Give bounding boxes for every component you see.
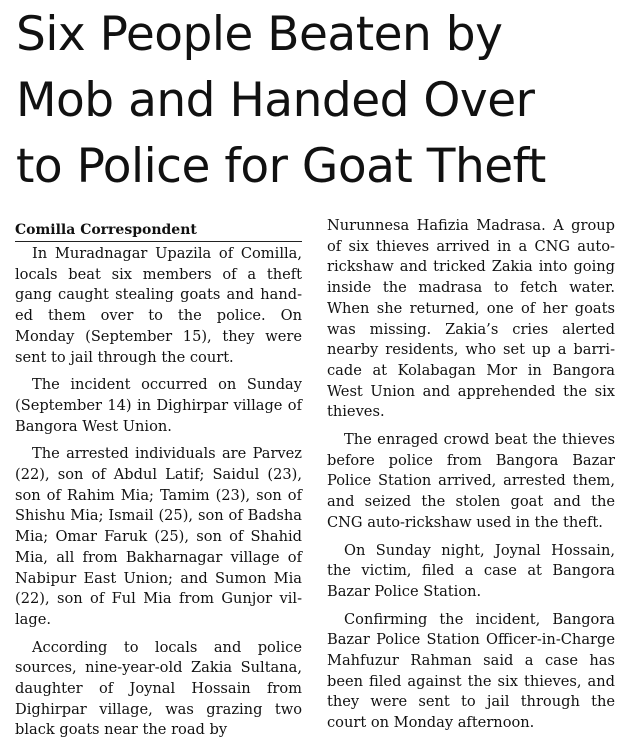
- byline: Comilla Correspondent: [15, 220, 302, 242]
- article-column-left: [15, 220, 302, 748]
- paragraph-continuation: Nurunnesa Hafizia Madrasa. A group of six thieves arrived in a CNG auto-rickshaw and tricked Zakia into going inside the madrasa to fetch water. When she returned, one of her goats was missing. Zakia’s cries alerted nearby residents, who set up a barricade at Kolabagan Mor in Bangora West Union and apprehended the six thieves.: [327, 217, 615, 421]
- headline: [16, 2, 616, 200]
- headline-line: Six People Beaten by: [16, 7, 503, 62]
- headline-line: to Police for Goat Theft: [16, 139, 546, 194]
- paragraph: In Muradnagar Upazila of Comilla, locals beat six members of a theft gang caught stealing goats and handed them over to the police. On Monday (September 15), they were sent to jail through the court.: [15, 245, 302, 366]
- paragraph: The arrested individuals are Parvez (22), son of Abdul Latif; Saidul (23), son of Rahim Mia; Tamim (23), son of Shishu Mia; Ismail (25), son of Badsha Mia; Omar Faruk (25), son of Shahid Mia, all from Bakharnagar village of Nabipur East Union; and Sumon Mia (22), son of Ful Mia from Gunjor village.: [15, 445, 302, 628]
- article-column-right: [327, 216, 615, 741]
- paragraph: Confirming the incident, Bangora Bazar Police Station Officer-in-Charge Mahfuzur Rahman said a case has been filed against the six thieves, and they were sent to jail through the court on Monday afternoon.: [327, 610, 615, 732]
- headline-line: Mob and Handed Over: [16, 73, 535, 128]
- paragraph: According to locals and police sources, nine-year-old Zakia Sultana, daughter of Joynal Hossain from Dighirpar village, was grazing two black goats near the road by: [15, 638, 302, 739]
- paragraph: The enraged crowd beat the thieves before police from Bangora Bazar Police Station arrived, arrested them, and seized the stolen goat and the CNG auto-rickshaw used in the theft.: [327, 431, 615, 531]
- paragraph: On Sunday night, Joynal Hossain, the victim, filed a case at Bangora Bazar Police Station.: [327, 541, 615, 600]
- paragraph: The incident occurred on Sunday (September 14) in Dighirpar village of Bangora West Union.: [15, 376, 302, 435]
